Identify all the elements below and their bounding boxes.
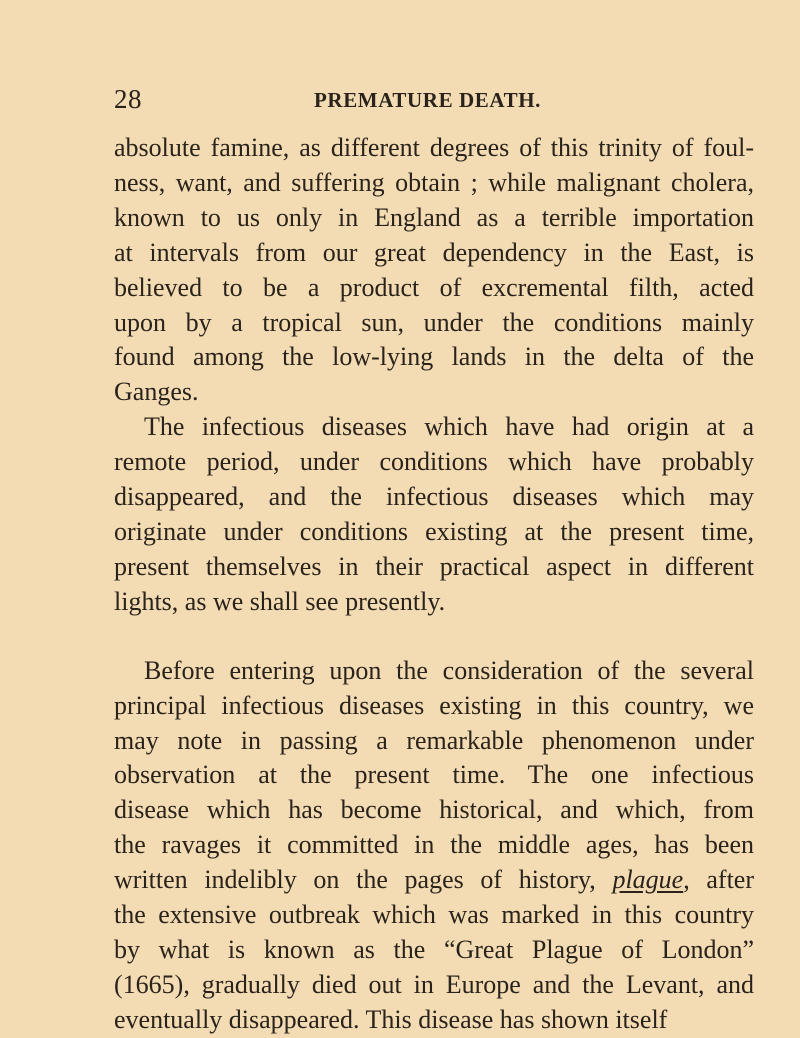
text-line: (1665), gradually died out in Europe and the Levant, and <box>114 969 754 999</box>
text-line: upon by a tropical sun, under the conditions mainly <box>114 307 754 337</box>
text-line: by what is known as the “Great Plague of London” <box>114 934 754 964</box>
text-line: principal infectious diseases existing in this country, we <box>114 690 754 720</box>
text-line-with-emphasis <box>114 863 754 898</box>
body-text <box>114 131 754 1038</box>
paragraph-first-line: The infectious diseases which have had origin at a <box>144 412 754 442</box>
text-line: the extensive outbreak which was marked in this country <box>114 900 754 930</box>
text-line: remote period, under conditions which have probably <box>114 447 754 477</box>
text-line: disappeared, and the infectious diseases which may <box>114 482 754 512</box>
text-segment: written indelibly on the pages of history, <box>114 865 596 895</box>
text-line: the ravages it committed in the middle ages, has been <box>114 830 754 860</box>
text-line: disease which has become historical, and which, from <box>114 795 754 825</box>
running-head: PREMATURE DEATH. <box>314 88 541 112</box>
paragraph-first-line: Before entering upon the consideration of the several <box>144 655 754 685</box>
text-line: originate under conditions existing at the present time, <box>114 516 754 546</box>
text-line: known to us only in England as a terrible importation <box>114 202 754 232</box>
text-line: absolute famine, as different degrees of this trinity of foul- <box>114 133 754 162</box>
text-line: found among the low-lying lands in the delta of the <box>114 342 754 372</box>
page-header <box>114 84 748 114</box>
text-line: lights, as we shall see presently. <box>114 586 446 616</box>
text-line: may note in passing a remarkable phenomenon under <box>114 725 754 755</box>
page-number: 28 <box>114 84 142 114</box>
emphasized-word: plague <box>612 865 684 895</box>
text-segment: , after <box>683 865 754 895</box>
text-line: present themselves in their practical aspect in different <box>114 551 754 581</box>
text-line: observation at the present time. The one infectious <box>114 760 754 790</box>
text-line: at intervals from our great dependency in the East, is <box>114 237 754 267</box>
text-line: eventually disappeared. This disease has shown itself <box>114 1004 668 1034</box>
paragraph-gap <box>114 620 754 654</box>
text-line: ness, want, and suffering obtain ; while malignant cholera, <box>114 167 754 197</box>
text-line: believed to be a product of excremental filth, acted <box>114 272 754 302</box>
text-line: Ganges. <box>114 377 199 407</box>
